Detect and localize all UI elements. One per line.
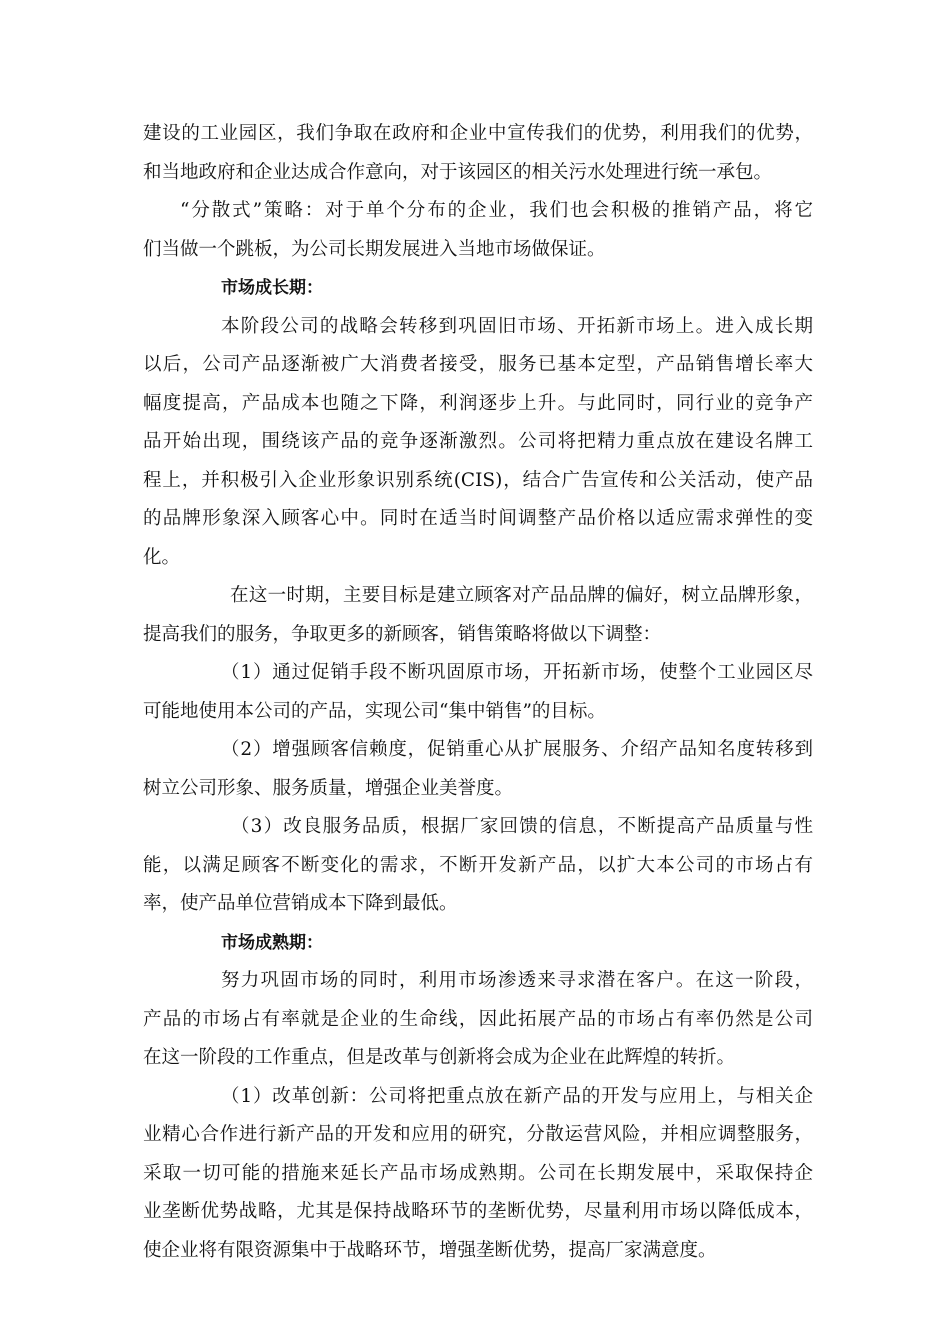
section-heading-maturity: 市场成熟期： (221, 933, 323, 953)
paragraph-line: 幅度提高，产品成本也随之下降，利润逐步上升。与此同时，同行业的竞争产 (143, 393, 813, 414)
paragraph-line: 在这一阶段的工作重点，但是改革与创新将会成为企业在此辉煌的转折。 (143, 1047, 736, 1068)
paragraph-line: 以后，公司产品逐渐被广大消费者接受，服务已基本定型，产品销售增长率大 (143, 354, 813, 375)
paragraph-line: 品开始出现，围绕该产品的竞争逐渐激烈。公司将把精力重点放在建设名牌工 (143, 431, 813, 452)
list-item-line: 业精心合作进行新产品的开发和应用的研究，分散运营风险，并相应调整服务， (143, 1124, 813, 1145)
list-item-line: 使企业将有限资源集中于战略环节，增强垄断优势，提高厂家满意度。 (143, 1240, 717, 1261)
paragraph-line: 本阶段公司的战略会转移到巩固旧市场、开拓新市场上。进入成长期 (221, 316, 813, 337)
list-item-line: 树立公司形象、服务质量，增强企业美誉度。 (143, 778, 514, 799)
paragraph-line: 努力巩固市场的同时，利用市场渗透来寻求潜在客户。在这一阶段， (221, 970, 813, 991)
paragraph-line: “分散式”策略：对于单个分布的企业，我们也会积极的推销产品，将它 (180, 200, 813, 221)
paragraph-line: 建设的工业园区，我们争取在政府和企业中宣传我们的优势，利用我们的优势， (143, 123, 813, 144)
paragraph-line: 在这一时期，主要目标是建立顾客对产品品牌的偏好，树立品牌形象， (230, 585, 813, 606)
paragraph-line: 和当地政府和企业达成合作意向，对于该园区的相关污水处理进行统一承包。 (143, 162, 773, 183)
paragraph-line: 产品的市场占有率就是企业的生命线，因此拓展产品的市场占有率仍然是公司 (143, 1009, 813, 1030)
list-item-line: 可能地使用本公司的产品，实现公司“集中销售”的目标。 (143, 701, 606, 722)
paragraph-line: 程上，并积极引入企业形象识别系统(CIS)，结合广告宣传和公关活动，使产品 (143, 470, 813, 491)
list-item-line: 能，以满足顾客不断变化的需求，不断开发新产品，以扩大本公司的市场占有 (143, 855, 813, 876)
list-item-line: 率，使产品单位营销成本下降到最低。 (143, 893, 458, 914)
list-item-line: （2）增强顾客信赖度，促销重心从扩展服务、介绍产品知名度转移到 (221, 739, 813, 760)
paragraph-line: 的品牌形象深入顾客心中。同时在适当时间调整产品价格以适应需求弹性的变 (143, 508, 813, 529)
list-item-line: （1）通过促销手段不断巩固原市场，开拓新市场，使整个工业园区尽 (221, 662, 813, 683)
paragraph-line: 化。 (143, 547, 181, 568)
list-item-line: 采取一切可能的措施来延长产品市场成熟期。公司在长期发展中，采取保持企 (143, 1163, 813, 1184)
list-item-line: （1）改革创新：公司将把重点放在新产品的开发与应用上，与相关企 (221, 1086, 813, 1107)
list-item-line: （3）改良服务品质，根据厂家回馈的信息，不断提高产品质量与性 (231, 816, 813, 837)
section-heading-growth: 市场成长期： (221, 278, 323, 298)
paragraph-line: 们当做一个跳板，为公司长期发展进入当地市场做保证。 (143, 239, 606, 260)
list-item-line: 业垄断优势战略，尤其是保持战略环节的垄断优势，尽量利用市场以降低成本， (143, 1201, 813, 1222)
paragraph-line: 提高我们的服务，争取更多的新顾客，销售策略将做以下调整： (143, 624, 662, 645)
